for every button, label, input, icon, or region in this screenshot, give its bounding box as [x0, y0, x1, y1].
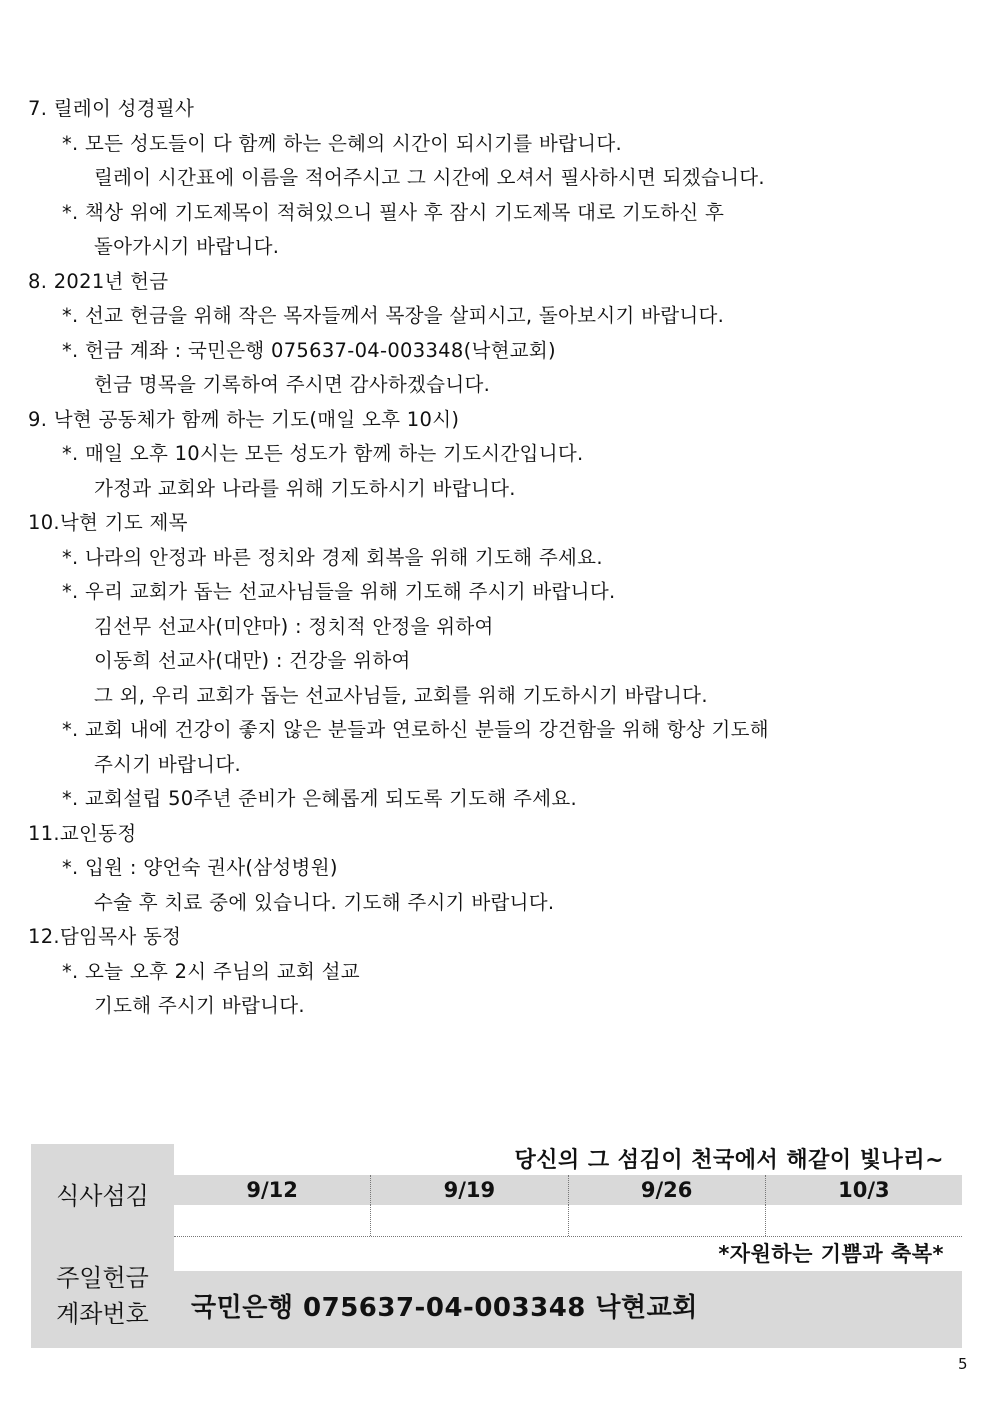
- bank-account: 국민은행 075637-04-003348 낙현교회: [191, 1293, 698, 1323]
- announcement-line: 가정과 교회와 나라를 위해 기도하시기 바랍니다.: [94, 476, 516, 500]
- announcement-line: 기도해 주시기 바랍니다.: [94, 994, 305, 1017]
- meal-service-slogan: 당신의 그 섬김이 천국에서 해같이 빛나리~: [514, 1148, 944, 1173]
- announcement-line: *. 책상 위에 기도제목이 적혀있으니 필사 후 잠시 기도제목 대로 기도하신 후: [62, 200, 725, 224]
- section-heading: 8. 2021년 헌금: [28, 269, 169, 293]
- announcement-line: 주시기 바랍니다.: [94, 752, 241, 776]
- announcement-line: 수술 후 치료 중에 있습니다. 기도해 주시기 바랍니다.: [94, 890, 555, 914]
- announcement-line: *. 매일 오후 10시는 모든 성도가 함께 하는 기도시간입니다.: [62, 442, 584, 465]
- announcement-line: 헌금 명목을 기록하여 주시면 감사하겠습니다.: [94, 373, 491, 396]
- service-table: [31, 1144, 962, 1348]
- announcement-line: *. 교회설립 50주년 준비가 은혜롭게 되도록 기도해 주세요.: [62, 787, 577, 810]
- announcement-line: *. 나라의 안정과 바른 정치와 경제 회복을 위해 기도해 주세요.: [62, 545, 603, 569]
- announcement-line: *. 교회 내에 건강이 좋지 않은 분들과 연로하신 분들의 강건함을 위해 항상 기도해: [62, 718, 769, 741]
- dates-row: [174, 1175, 962, 1205]
- meal-server-cell: [568, 1205, 765, 1236]
- announcement-line: 김선무 선교사(미얀마) : 정치적 안정을 위하여: [94, 614, 494, 638]
- meal-server-cell: [174, 1205, 370, 1236]
- offering-note: *자원하는 기쁨과 축복*: [718, 1242, 944, 1266]
- section-heading: 9. 낙현 공동체가 함께 하는 기도(매일 오후 10시): [28, 407, 460, 431]
- page-number: 5: [958, 1355, 968, 1373]
- date-cell: 9/12: [246, 1178, 298, 1202]
- meal-server-cell: [765, 1205, 962, 1236]
- account-row: [174, 1271, 962, 1348]
- date-cell: 9/26: [568, 1175, 765, 1205]
- announcement-line: *. 입원 : 양언숙 권사(삼성병원): [62, 856, 338, 879]
- date-cell: 10/3: [765, 1175, 962, 1205]
- announcement-line: 돌아가시기 바랍니다.: [94, 235, 280, 258]
- meal-server-cell: [370, 1205, 567, 1236]
- offering-label: 주일헌금: [56, 1264, 149, 1292]
- section-heading: 10.낙현 기도 제목: [28, 511, 188, 534]
- meal-service-label: 식사섬김: [56, 1182, 149, 1210]
- account-number-label: 계좌번호: [56, 1300, 149, 1328]
- section-heading: 11.교인동정: [28, 821, 137, 845]
- announcement-list: [28, 92, 968, 1024]
- announcement-line: 릴레이 시간표에 이름을 적어주시고 그 시간에 오셔서 필사하시면 되겠습니다.: [94, 166, 765, 189]
- date-cell: 9/19: [370, 1175, 567, 1205]
- announcement-line: *. 헌금 계좌 : 국민은행 075637-04-003348(낙현교회): [62, 338, 556, 362]
- announcement-line: *. 우리 교회가 돕는 선교사님들을 위해 기도해 주시기 바랍니다.: [62, 580, 616, 603]
- announcement-line: 이동희 선교사(대만) : 건강을 위하여: [94, 649, 411, 672]
- section-heading: 7. 릴레이 성경필사: [28, 97, 195, 120]
- meal-server-row: [174, 1205, 962, 1237]
- section-heading: 12.담임목사 동정: [28, 925, 182, 948]
- table-label-column: [31, 1144, 174, 1348]
- announcement-line: 그 외, 우리 교회가 돕는 선교사님들, 교회를 위해 기도하시기 바랍니다.: [94, 683, 708, 707]
- announcement-line: *. 오늘 오후 2시 주님의 교회 설교: [62, 959, 360, 983]
- announcement-line: *. 선교 헌금을 위해 작은 목자들께서 목장을 살피시고, 돌아보시기 바랍니다.: [62, 304, 725, 327]
- announcement-line: *. 모든 성도들이 다 함께 하는 은혜의 시간이 되시기를 바랍니다.: [62, 131, 622, 155]
